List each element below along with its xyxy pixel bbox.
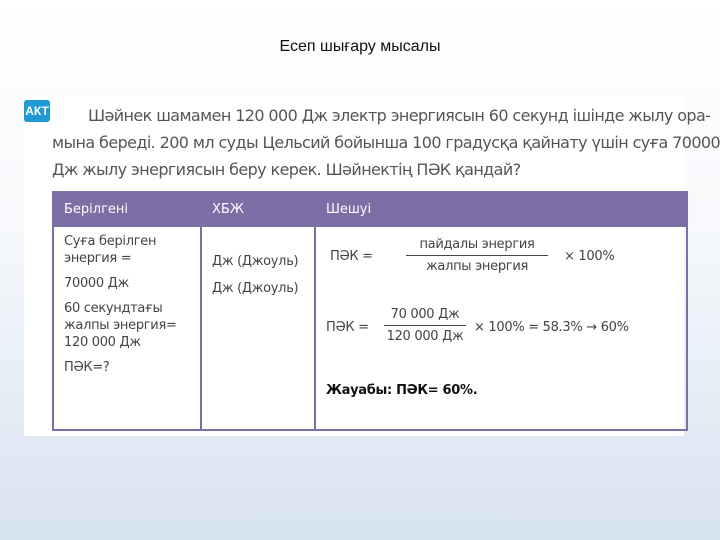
formula-label: ПӘК = [330, 249, 373, 264]
given-item: 70000 Дж [64, 276, 129, 291]
formula-multiplier: × 100% [564, 249, 615, 264]
formula-numerator: пайдалы энергия [419, 237, 535, 252]
given-item: ПӘК=? [64, 360, 110, 375]
header-given: Берілгені [53, 192, 201, 226]
akt-badge: АКТ [24, 100, 50, 122]
problem-card [24, 96, 720, 436]
given-item: 60 секундтағы жалпы энергия= 120 000 Дж [64, 301, 177, 350]
solution-cell [315, 226, 687, 430]
calc-denominator: 120 000 Дж [386, 329, 464, 344]
formula-fraction [406, 237, 548, 274]
answer-text: Жауабы: ПӘК= 60%. [326, 383, 478, 398]
calc-label: ПӘК = [326, 320, 369, 335]
header-solution: Шешуі [315, 192, 687, 226]
calc-result: × 100% = 58.3% → 60% [474, 320, 629, 335]
problem-line: Шәйнек шамамен 120 000 Дж электр энергиясын 60 секунд ішінде жылу ора- [88, 106, 711, 125]
units-cell [201, 226, 315, 430]
formula-denominator: жалпы энергия [426, 259, 528, 274]
problem-line: мына береді. 200 мл суды Цельсий бойынша 100 градусқа қайнату үшін суға 70000 [52, 133, 720, 152]
problem-text [52, 102, 720, 183]
given-cell [53, 226, 201, 430]
problem-line: Дж жылу энергиясын беру керек. Шәйнектің ПӘК қандай? [52, 160, 521, 179]
calc-numerator: 70 000 Дж [390, 307, 460, 322]
header-units: ХБЖ [201, 192, 315, 226]
calc-fraction [384, 307, 466, 344]
given-item: Суға берілген энергия = [64, 234, 157, 266]
solution-table [52, 191, 688, 431]
unit-item: Дж (Джоуль) [212, 254, 299, 269]
slide-title: Есеп шығару мысалы [279, 38, 441, 55]
unit-item: Дж (Джоуль) [212, 281, 299, 296]
